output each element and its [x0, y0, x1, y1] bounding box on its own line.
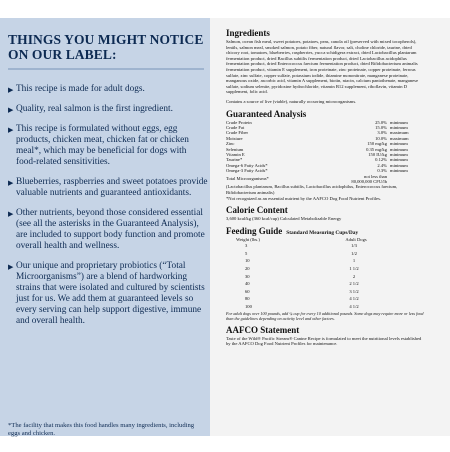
guaranteed-analysis-table — [226, 120, 426, 185]
nutrient-qualifier: minimum — [390, 162, 408, 168]
weight-cell: 30 — [245, 273, 250, 279]
aafco-heading: AAFCO Statement — [226, 324, 300, 335]
list-item: ▶ Blueberries, raspberries and sweet potatoes provide valuable nutrients and guaranteed antioxidants. — [8, 177, 208, 198]
weight-cell: 5 — [245, 250, 248, 256]
nutrient-value: 15.0% — [375, 124, 387, 130]
nutrient-qualifier: minimum — [390, 124, 408, 130]
nutrient-value: not less than 80,000,000 CFU/lb — [351, 173, 387, 184]
table-row — [244, 257, 400, 265]
list-item: ▶ This recipe is formulated without eggs, egg products, chicken meat, chicken fat or chicken meal*, which may be beneficial for dogs with food-related sensitivities. — [8, 124, 189, 167]
nutrient-name: Omega-6 Fatty Acids* — [226, 162, 268, 168]
ingredients-heading: Ingredients — [226, 28, 270, 38]
weight-cell: 40 — [245, 281, 250, 287]
nutrient-name: Crude Protein — [226, 119, 252, 125]
cups-cell: 1 — [352, 258, 356, 264]
weight-cell: 100 — [245, 303, 252, 309]
feeding-guide-subheading: Standard Measuring Cups/Day — [286, 229, 359, 236]
nutrient-name: Selenium — [226, 146, 244, 152]
nutrient-name: Omega-3 Fatty Acids* — [226, 168, 268, 174]
table-row — [244, 288, 400, 296]
weight-cell: 80 — [245, 296, 250, 302]
nutrient-qualifier: minimum — [390, 119, 408, 125]
cups-cell: 2 — [352, 273, 356, 279]
adult-dogs-column-header: Adult Dogs — [345, 236, 367, 242]
weight-cell: 10 — [245, 258, 250, 264]
table-row — [244, 280, 400, 288]
nutrient-name: Crude Fiber — [226, 130, 249, 136]
table-row — [244, 273, 400, 281]
feeding-note: For adult dogs over 100 pounds, add ¼ cup for every 10 additional pounds. Some dogs may require more or less food than the guidelines depending on activity level and other factors. — [226, 310, 424, 321]
feeding-guide-table — [244, 242, 400, 310]
cups-cell: 1 1/2 — [349, 265, 359, 271]
list-item: ▶ Our unique and proprietary probiotics (“Total Microorganisms”) are a blend of hardworking strains that were isolated and cultured by scientists just for us. We add them at guaranteed levels so every serving can help support digestive, immune and overall health. — [8, 261, 205, 326]
cups-cell: 4 1/2 — [349, 296, 359, 302]
nutrient-value: 2.4% — [377, 162, 387, 168]
feeding-guide-columns — [236, 237, 426, 242]
table-row — [244, 303, 400, 311]
list-item: ▶ This recipe is made for adult dogs. — [8, 84, 145, 94]
triangle-bullet-icon: ▶ — [8, 126, 14, 134]
triangle-bullet-icon: ▶ — [8, 179, 14, 187]
nutrient-value: 150 IU/kg — [368, 151, 387, 157]
table-row — [244, 250, 400, 258]
nutrient-qualifier: minimum — [390, 141, 408, 147]
nutrient-name: Moisture — [226, 135, 243, 141]
panel-title: THINGS YOU MIGHT NOTICE ON OUR LABEL: — [8, 32, 204, 62]
feeding-guide-header — [226, 226, 426, 237]
triangle-bullet-icon: ▶ — [8, 263, 14, 271]
nutrient-value: 3.0% — [377, 130, 387, 136]
nutrient-name: Zinc — [226, 141, 235, 147]
weight-column-header: Weight (lbs.) — [236, 236, 260, 242]
facility-footnote: *The facility that makes this food handles many ingredients, including eggs and chicken. — [8, 422, 195, 437]
triangle-bullet-icon: ▶ — [8, 86, 14, 94]
nutrient-value: 10.0% — [375, 135, 387, 141]
cups-cell: 3 1/2 — [349, 288, 359, 294]
triangle-bullet-icon: ▶ — [8, 106, 14, 114]
triangle-bullet-icon: ▶ — [8, 210, 14, 218]
cups-cell: 1/2 — [351, 250, 357, 256]
nutrient-value: 150 mg/kg — [367, 141, 387, 147]
table-row — [226, 174, 426, 185]
title-divider — [8, 68, 204, 70]
ingredients-text: Salmon, ocean fish meal, sweet potatoes, potatoes, peas, canola oil (preserved with mixed tocopherols), lentils, salmon meal, smoked salmon, potato fiber, natural flavor, salt, choline chloride, taurine, dried chicory root, tomatoes, blueberries, raspberries, yucca schidigera extract, dried Lactobacillus plantarum fermentation product, dried Bacillus subtilis fermentation product, dried Lactobacillus acidophilus fermentation product, dried Enterococcus faecium fermentation product, dried Bifidobacterium animalis fermentation product, vitamin E supplement, iron proteinate, zinc proteinate, copper proteinate, ferrous sulfate, zinc sulfate, copper sulfate, potassium iodide, thiamine mononitrate, manganese proteinate, manganous oxide, ascorbic acid, vitamin A supplement, biotin, niacin, calcium pantothenate, manganese sulfate, sodium selenite, pyridoxine hydrochloride, vitamin B12 supplement, riboflavin, vitamin D supplement, folic acid. — [226, 39, 418, 95]
feeding-guide-heading: Feeding Guide — [226, 225, 283, 236]
cups-cell: 4 1/2 — [349, 303, 359, 309]
nutrient-value: 25.0% — [375, 119, 387, 125]
nutrient-name: Total Microorganisms* — [226, 176, 269, 182]
cups-cell: 1/3 — [351, 243, 357, 249]
aafco-text: Taste of the Wild® Pacific Stream® Canine Recipe is formulated to meet the nutritional levels established by the AAFCO Dog Food Nutrient Profiles for maintenance. — [226, 335, 422, 347]
calorie-content-heading: Calorie Content — [226, 205, 288, 216]
calorie-content-text: 3,600 kcal/kg (360 kcal/cup) Calculated Metabolizable Energy — [226, 216, 342, 222]
highlights-list — [8, 84, 208, 336]
microorganism-strains: (Lactobacillus plantarum, Bacillus subtilis, Lactobacillus acidophilus, Enterococcus faecium, Bifidobacterium animalis) — [226, 184, 398, 195]
table-row — [244, 242, 400, 250]
nutrient-qualifier: maximum — [390, 135, 409, 141]
nutrition-label-panel — [210, 18, 450, 436]
weight-cell: 3 — [245, 243, 248, 249]
table-row — [244, 265, 400, 273]
cups-cell: 2 1/2 — [349, 281, 359, 287]
nutrient-qualifier: minimum — [390, 168, 408, 174]
nutrient-value: 0.12% — [375, 157, 387, 163]
nutrient-qualifier: minimum — [390, 151, 408, 157]
weight-cell: 60 — [245, 288, 250, 294]
table-row — [244, 295, 400, 303]
nutrient-name: Taurine* — [226, 157, 243, 163]
nutrient-qualifier: minimum — [390, 157, 408, 163]
nutrient-qualifier: maximum — [390, 130, 409, 136]
weight-cell: 20 — [245, 265, 250, 271]
list-item: ▶ Quality, real salmon is the first ingredient. — [8, 104, 173, 114]
nutrient-value: 0.35 mg/kg — [366, 146, 387, 152]
guaranteed-analysis-heading: Guaranteed Analysis — [226, 108, 307, 119]
list-item: ▶ Other nutrients, beyond those considered essential (see all the asterisks in the Guaranteed Analysis), are included to support body function and promote overall health and wellness. — [8, 208, 205, 251]
nutrient-name: Crude Fat — [226, 124, 245, 130]
asterisk-note: *Not recognized as an essential nutrient by the AAFCO Dog Food Nutrient Profiles. — [226, 195, 382, 201]
label-highlights-panel — [0, 18, 210, 436]
nutrient-value: 0.3% — [377, 168, 387, 174]
nutrient-name: Vitamin E — [226, 151, 245, 157]
microorganisms-note: Contains a source of live (viable), naturally occurring microorganisms. — [226, 98, 357, 104]
nutrient-qualifier — [387, 174, 426, 185]
nutrient-qualifier: minimum — [390, 146, 408, 152]
